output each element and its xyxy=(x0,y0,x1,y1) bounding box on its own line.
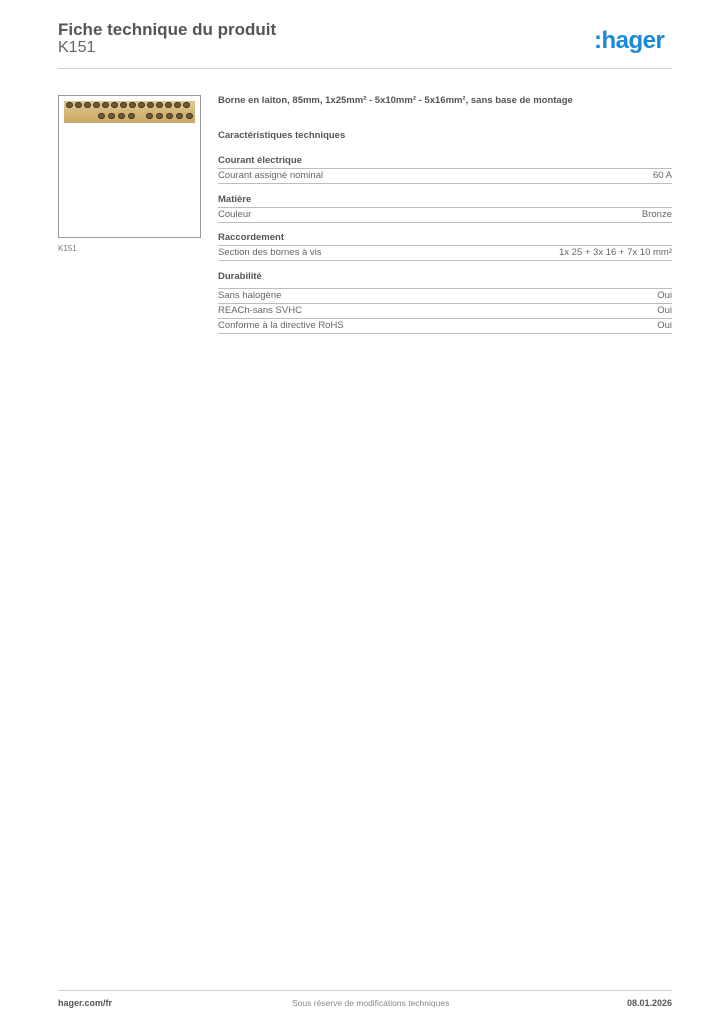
header-divider xyxy=(58,68,672,69)
spec-row xyxy=(218,319,672,334)
spec-group-durabilite xyxy=(218,270,672,334)
spec-row xyxy=(218,169,672,184)
spec-value: Bronze xyxy=(641,209,672,220)
spec-value: 60 A xyxy=(652,170,672,181)
spec-group-title: Matière xyxy=(218,193,672,208)
hager-logo: :hager xyxy=(594,27,665,54)
spec-value: 1x 25 + 3x 16 + 7x 10 mm² xyxy=(558,247,672,258)
spec-group-title: Raccordement xyxy=(218,231,672,246)
terminal-screws-bottom xyxy=(98,113,193,119)
spec-label: Courant assigné nominal xyxy=(218,170,324,181)
product-image-frame xyxy=(58,95,201,238)
spec-label: Couleur xyxy=(218,209,252,220)
spec-group-title: Courant électrique xyxy=(218,154,672,169)
terminal-screws-top xyxy=(66,102,190,108)
footer-website-link[interactable]: hager.com/fr xyxy=(58,998,113,1008)
footer-divider xyxy=(58,990,672,991)
product-description: Borne en laiton, 85mm, 1x25mm² - 5x10mm² - 5x16mm², sans base de montage xyxy=(218,95,573,106)
spec-label: Conforme à la directive RoHS xyxy=(218,320,344,331)
spec-group-title: Durabilité xyxy=(218,270,672,289)
spec-value: Oui xyxy=(657,290,672,301)
image-caption: K151 xyxy=(58,244,77,253)
spec-row xyxy=(218,246,672,261)
footer-date: 08.01.2026 xyxy=(626,998,672,1008)
spec-group-courant xyxy=(218,154,672,184)
spec-value: Oui xyxy=(657,305,672,316)
spec-group-matiere xyxy=(218,193,672,223)
spec-row xyxy=(218,304,672,319)
product-reference: K151 xyxy=(58,39,96,56)
spec-row xyxy=(218,289,672,304)
spec-label: REACh-sans SVHC xyxy=(218,305,302,316)
spec-label: Section des bornes à vis xyxy=(218,247,322,258)
spec-value: Oui xyxy=(657,320,672,331)
spec-row xyxy=(218,208,672,223)
specs-section-title: Caractéristiques techniques xyxy=(218,130,346,141)
document-title: Fiche technique du produit xyxy=(58,20,277,39)
footer-disclaimer: Sous réserve de modifications techniques xyxy=(292,998,450,1008)
spec-label: Sans halogène xyxy=(218,290,282,301)
product-image xyxy=(64,101,195,123)
spec-group-raccordement xyxy=(218,231,672,261)
